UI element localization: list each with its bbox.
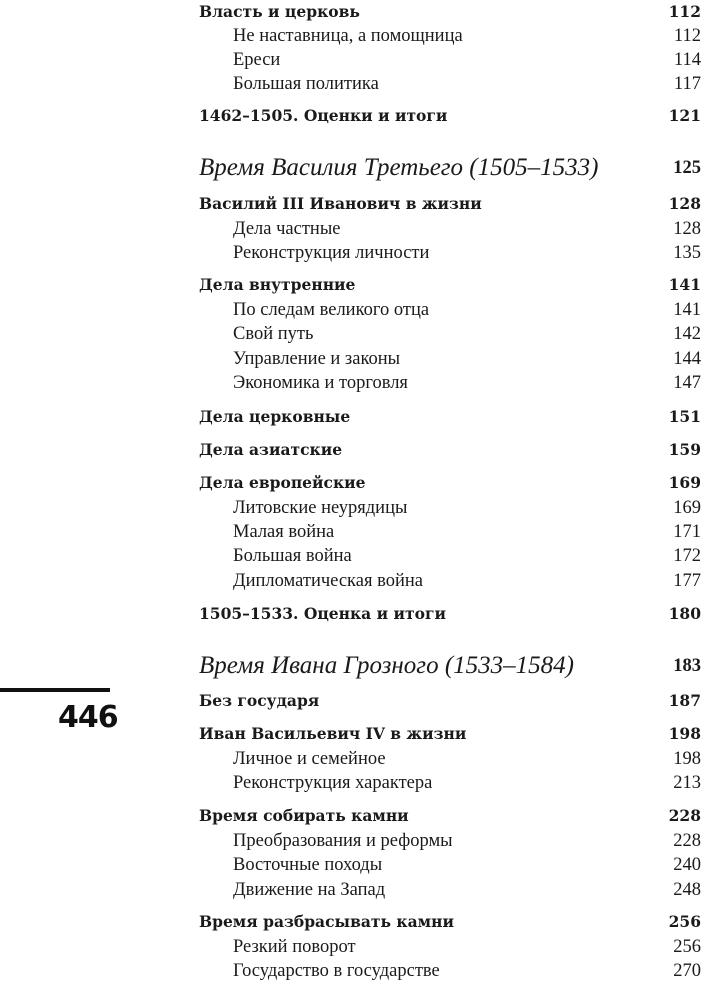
toc-chapter: [199, 405, 704, 429]
toc-chapter: [199, 0, 704, 24]
toc-subchapter: [199, 72, 704, 96]
toc-entry-title: Реконструкция характера: [233, 773, 433, 793]
toc-entry-page: 256: [673, 937, 701, 957]
toc-entry-title: Движение на Запад: [233, 880, 386, 900]
toc-entry-title: Дипломатическая война: [233, 571, 423, 591]
toc-entry-title: Дела европейские: [199, 473, 366, 492]
toc-subchapter: [199, 959, 704, 983]
toc-entry-page: 228: [668, 806, 701, 825]
toc-entry-page: 171: [673, 522, 701, 542]
toc-entry-title: Малая война: [233, 522, 335, 542]
toc-entry-title: Восточные походы: [233, 855, 383, 875]
toc-entry-title: Резкий поворот: [233, 937, 356, 957]
toc-entry-page: 144: [673, 349, 701, 369]
toc-entry-page: 177: [673, 571, 701, 591]
toc-entry-page: 114: [673, 50, 701, 70]
toc-chapter: [199, 910, 704, 934]
toc-entry-title: Время разбрасывать камни: [199, 912, 454, 931]
toc-chapter: [199, 273, 704, 297]
toc-entry-page: 228: [673, 831, 701, 851]
toc-subchapter: [199, 347, 704, 371]
toc-entry-page: 147: [673, 373, 701, 393]
toc-entry-page: 248: [673, 880, 701, 900]
toc-entry-page: 187: [668, 691, 701, 710]
toc-entry-page: 172: [673, 546, 701, 566]
toc-part-heading: [199, 153, 704, 183]
toc-entry-title: Большая политика: [233, 74, 379, 94]
toc-subchapter: [199, 298, 704, 322]
toc-entry-title: Управление и законы: [233, 349, 401, 369]
toc-chapter: [199, 602, 704, 626]
toc-entry-title: Власть и церковь: [199, 2, 360, 21]
toc-entry-title: Без государя: [199, 691, 320, 710]
toc-entry-title: Экономика и торговля: [233, 373, 408, 393]
toc-entry-page: 112: [668, 2, 701, 21]
toc-subchapter: [199, 241, 704, 265]
toc-entry-title: Время Ивана Грозного (1533–1584): [199, 652, 574, 679]
toc-subchapter: [199, 544, 704, 568]
toc-chapter: [199, 192, 704, 216]
toc-entry-title: 1505–1533. Оценка и итоги: [199, 604, 446, 623]
toc-entry-page: 198: [673, 749, 701, 769]
toc-chapter: [199, 104, 704, 128]
toc-entry-page: 169: [673, 498, 701, 518]
toc-chapter: [199, 804, 704, 828]
toc-subchapter: [199, 520, 704, 544]
toc-entry-page: 213: [673, 773, 701, 793]
toc-entry-page: 183: [673, 656, 701, 676]
toc-entry-page: 198: [668, 724, 701, 743]
toc-entry-title: Василий III Иванович в жизни: [199, 194, 482, 213]
toc-entry-title: Не наставница, а помощница: [233, 26, 463, 46]
toc-entry-page: 125: [673, 158, 701, 178]
toc-entry-title: 1462–1505. Оценки и итоги: [199, 106, 448, 125]
toc-entry-title: Личное и семейное: [233, 749, 386, 769]
toc-entry-title: Иван Васильевич IV в жизни: [199, 724, 467, 743]
toc-subchapter: [199, 829, 704, 853]
toc-entry-title: Преобразования и реформы: [233, 831, 453, 851]
toc-entry-title: Литовские неурядицы: [233, 498, 408, 518]
toc-subchapter: [199, 217, 704, 241]
toc-entry-page: 117: [673, 74, 701, 94]
toc-entry-title: Реконструкция личности: [233, 243, 430, 263]
toc-entry-page: 256: [668, 912, 701, 931]
toc-entry-page: 151: [668, 407, 701, 426]
toc-entry-page: 141: [673, 300, 701, 320]
toc-subchapter: [199, 853, 704, 877]
toc-subchapter: [199, 322, 704, 346]
toc-entry-page: 270: [673, 961, 701, 981]
toc-entry-page: 135: [673, 243, 701, 263]
toc-entry-title: Большая война: [233, 546, 352, 566]
toc-subchapter: [199, 371, 704, 395]
toc-entry-title: Государство в государстве: [233, 961, 440, 981]
toc-chapter: [199, 438, 704, 462]
toc-entry-title: Дела частные: [233, 219, 341, 239]
toc-entry-page: 142: [673, 324, 701, 344]
toc-entry-page: 169: [668, 473, 701, 492]
toc-entry-title: Дела внутренние: [199, 275, 356, 294]
page-number: 446: [58, 700, 118, 735]
toc-entry-title: По следам великого отца: [233, 300, 430, 320]
toc-subchapter: [199, 48, 704, 72]
toc-entry-page: 159: [668, 440, 701, 459]
toc-subchapter: [199, 24, 704, 48]
toc-subchapter: [199, 569, 704, 593]
toc-subchapter: [199, 496, 704, 520]
toc-chapter: [199, 722, 704, 746]
toc-subchapter: [199, 935, 704, 959]
toc-entry-page: 121: [668, 106, 701, 125]
toc-entry-page: 180: [668, 604, 701, 623]
toc-entry-title: Ереси: [233, 50, 281, 70]
toc-subchapter: [199, 747, 704, 771]
toc-entry-page: 112: [673, 26, 701, 46]
toc-chapter: [199, 471, 704, 495]
toc-entry-page: 141: [668, 275, 701, 294]
toc-subchapter: [199, 878, 704, 902]
toc-entry-title: Время Василия Третьего (1505–1533): [199, 154, 599, 181]
toc-entry-title: Свой путь: [233, 324, 314, 344]
toc-entry-page: 128: [668, 194, 701, 213]
toc-entry-title: Дела азиатские: [199, 440, 343, 459]
toc-entry-title: Дела церковные: [199, 407, 351, 426]
toc-entry-page: 240: [673, 855, 701, 875]
page-number-rule: [0, 688, 110, 692]
toc-subchapter: [199, 771, 704, 795]
toc-chapter: [199, 689, 704, 713]
toc-entry-title: Время собирать камни: [199, 806, 409, 825]
toc-entry-page: 128: [673, 219, 701, 239]
toc-part-heading: [199, 651, 704, 681]
